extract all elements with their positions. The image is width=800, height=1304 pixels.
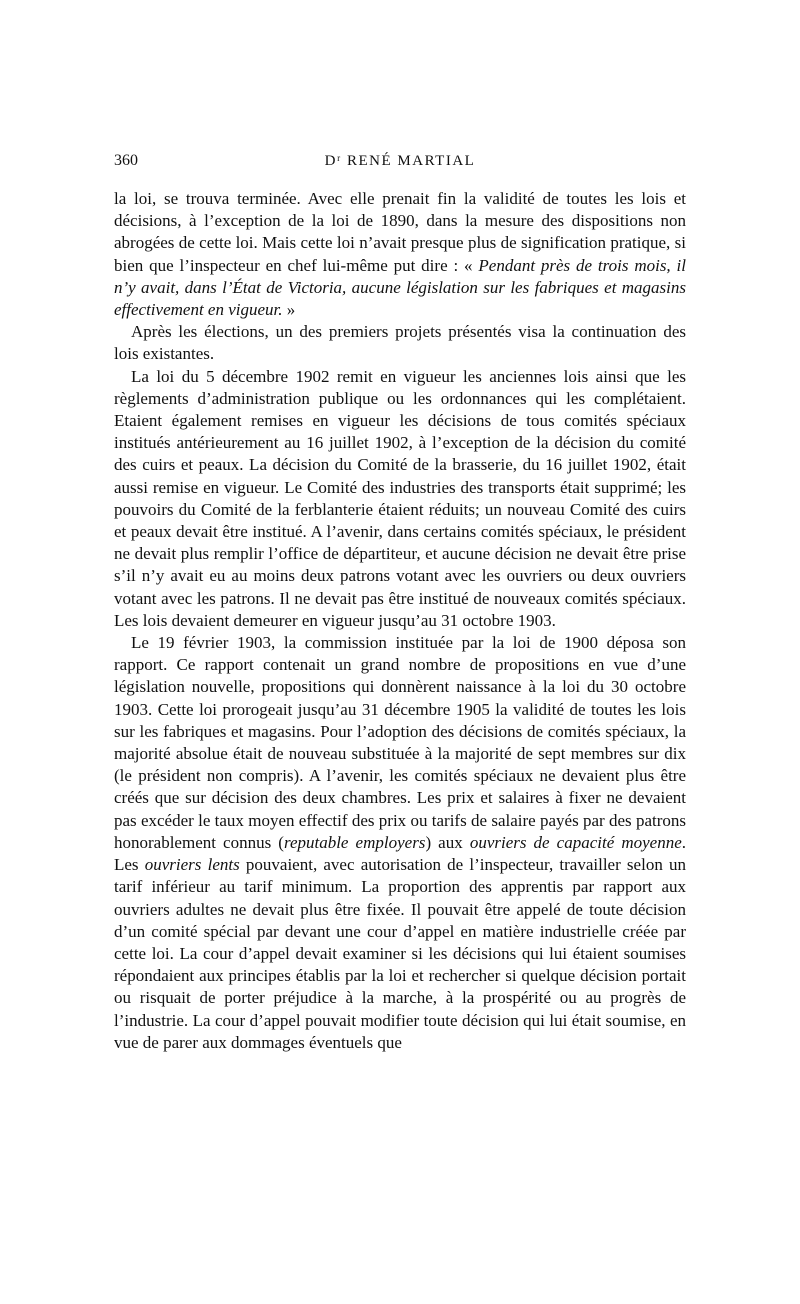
page-number: 360 xyxy=(114,152,138,169)
paragraph-1-close-quote: » xyxy=(282,300,296,320)
paragraph-3-text: La loi du 5 décembre 1902 remit en vigueur les anciennes lois ainsi que les règlements d’administration publique ou les ordonnances qui les complétaient. Etaient également remises en vigueur les décisions de tous comités spéciaux institués antérieurement au 16 juillet 1902, à l’exception de la décision du comité des cuirs et peaux. La décision du Comité de la brasserie, du 16 juillet 1902, était aussi remise en vigueur. Le Comité des industries des transports était supprimé; les pouvoirs du Comité de la ferblanterie étaient réduits; un nouveau Comité des cuirs et peaux devait être institué. A l’avenir, dans certains comités spéciaux, le président ne devait plus remplir l’office de départiteur, et aucune décision ne devait être prise s’il n’y avait eu au moins deux patrons votant avec les ouvriers ou deux ouvriers votant avec les patrons. Il ne devait pas être institué de nouveaux comités spéciaux. Les lois devaient demeurer en vigueur jusqu’au 31 octobre 1903. xyxy=(114,366,686,630)
paragraph-3 xyxy=(114,366,686,632)
paragraph-1-quote: Pendant près de trois mois, il n’y avait, dans l’État de Victoria, aucune législation sur les fabriques et magasins effectivement en vigueur. xyxy=(114,255,686,320)
paragraph-4-italic-lents: ouvriers lents xyxy=(144,855,240,875)
paragraph-1-text: la loi, se trouva terminée. Avec elle prenait fin la validité de toutes les lois et décisions, à l’exception de la loi de 1890, dans la mesure des dispositions non abrogées de cette loi. Mais cette loi n’avait presque plus de signification pratique, si bien que l’inspecteur en chef lui-même put dire : « xyxy=(114,189,686,275)
paragraph-4-text-b: ) aux xyxy=(425,832,470,852)
book-page xyxy=(114,150,686,1054)
paragraph-4-text-c: . Les xyxy=(114,832,687,875)
paragraph-4-italic-reputable: reputable employers xyxy=(283,832,426,852)
paragraph-4-italic-capacite: ouvriers de capacité moyenne xyxy=(469,832,682,852)
running-head: Dʳ RENÉ MARTIAL xyxy=(324,153,476,169)
page-header xyxy=(114,150,686,182)
paragraph-4 xyxy=(114,632,686,1054)
paragraph-4-text-a: Le 19 février 1903, la commission instituée par la loi de 1900 déposa son rapport. Ce rapport contenait un grand nombre de propositions en vue d’une législation nouvelle, propositions qui donnèrent naissance à la loi du 30 octobre 1903. Cette loi prorogeait jusqu’au 31 décembre 1905 la validité de toutes les lois sur les fabriques et magasins. Pour l’adoption des décisions de comités spéciaux, la majorité absolue était de nouveau substituée à la majorité de sept membres sur dix (le président non compris). A l’avenir, les comités spéciaux ne devaient plus être créés que sur décision des deux chambres. Les prix et salaires à fixer ne devaient pas excéder le taux moyen effectif des prix ou tarifs de salaire payés par des patrons honorablement connus ( xyxy=(114,633,686,852)
paragraph-2-text: Après les élections, un des premiers projets présentés visa la continuation des lois existantes. xyxy=(114,322,686,364)
paragraph-2 xyxy=(114,321,686,365)
paragraph-4-text-d: pouvaient, avec autorisation de l’inspecteur, travailler selon un tarif inférieur au tarif minimum. La proportion des apprentis par rapport aux ouvriers adultes ne devait plus être fixée. Il pouvait être appelé de toute décision d’un comité spécial par devant une cour d’appel en matière industrielle créée par cette loi. La cour d’appel devait examiner si les décisions qui lui étaient soumises répondaient aux principes établis par la loi et rechercher si quelque décision portait ou risquait de porter préjudice à la marche, à la prospérité ou au progrès de l’industrie. La cour d’appel pouvait modifier toute décision qui lui était soumise, en vue de parer aux dommages éventuels que xyxy=(114,855,687,1052)
paragraph-1 xyxy=(114,188,686,321)
